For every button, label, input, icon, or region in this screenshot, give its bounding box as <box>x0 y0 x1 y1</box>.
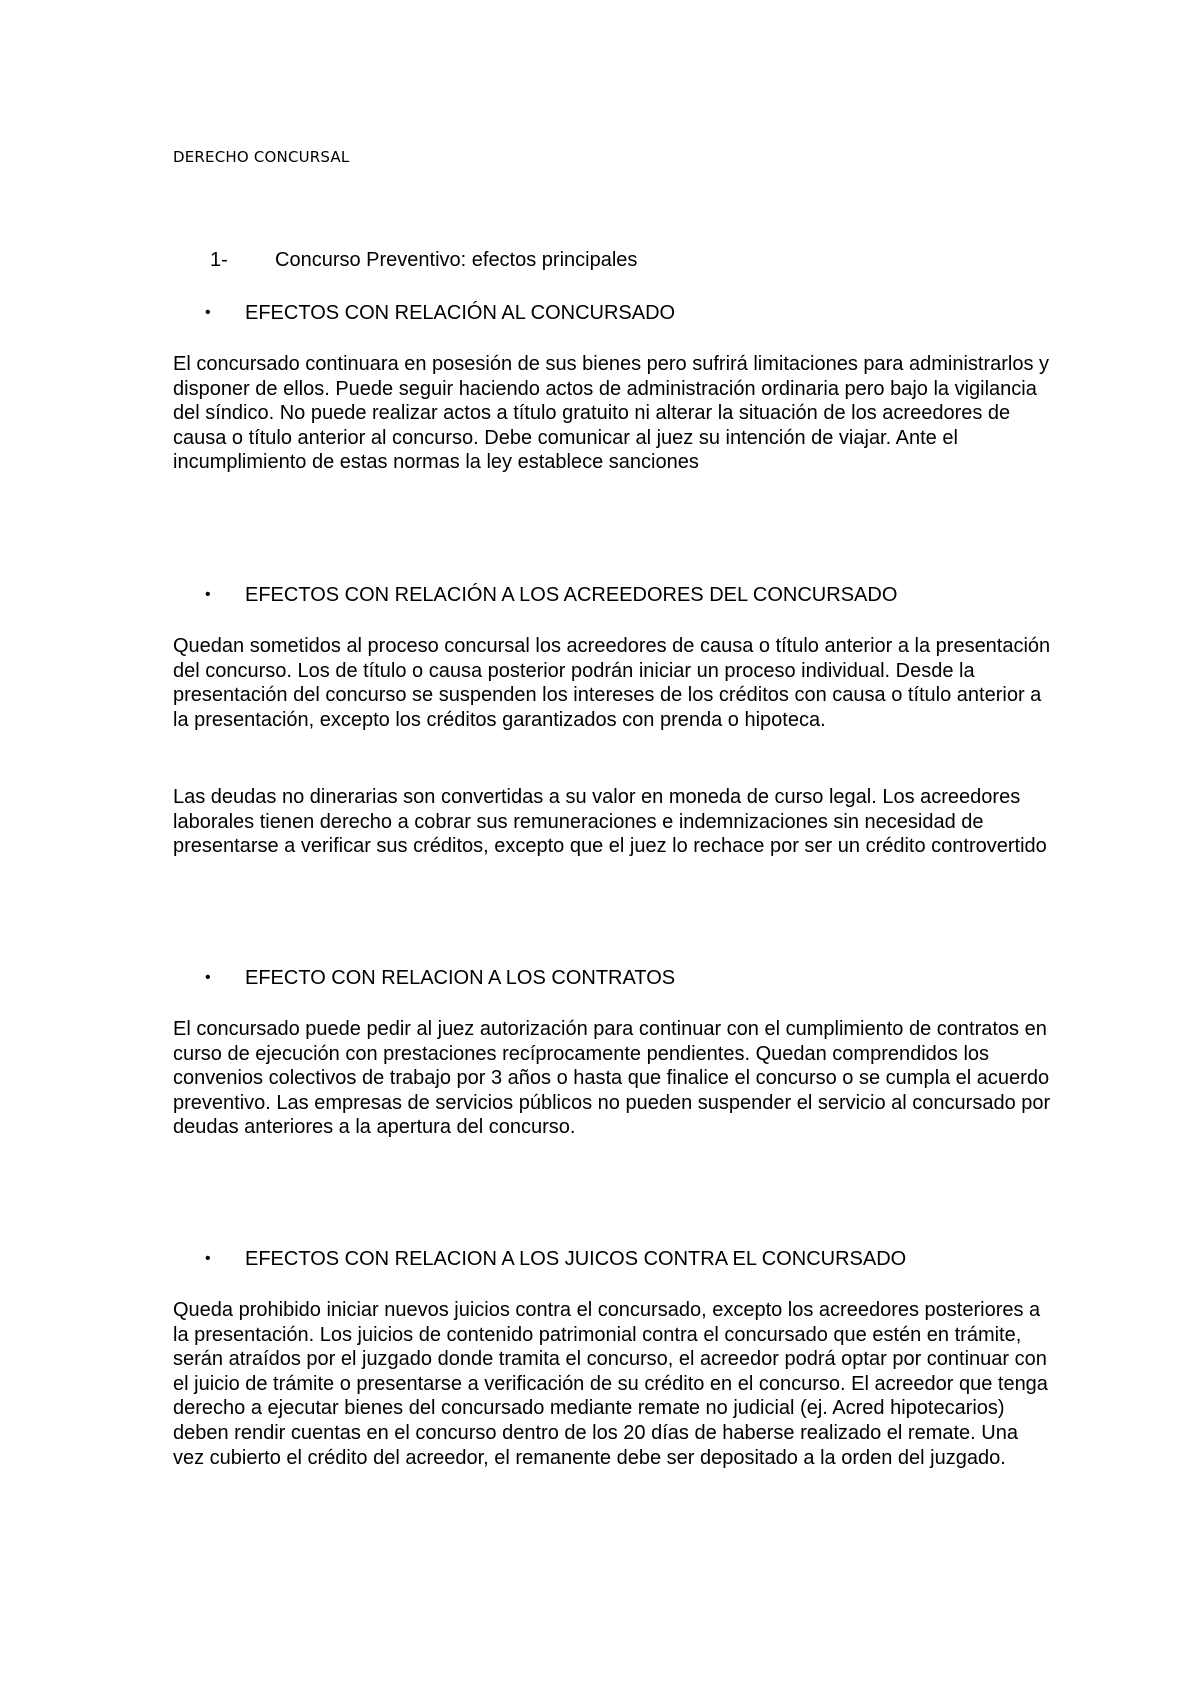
bullet-icon: • <box>205 586 211 603</box>
section-heading-text: EFECTOS CON RELACIÓN AL CONCURSADO <box>245 302 676 324</box>
bullet-icon: • <box>205 1250 211 1267</box>
section-heading-contratos <box>205 966 675 990</box>
section-paragraph: Quedan sometidos al proceso concursal los acreedores de causa o título anterior a la presentación del concurso. Los de título o causa posterior podrán iniciar un proceso individual. Desde la presentación del concurso se suspenden los intereses de los créditos con causa o título anterior a la presentación, excepto los créditos garantizados con prenda o hipoteca. <box>173 635 1051 731</box>
section-paragraph: El concursado puede pedir al juez autorización para continuar con el cumplimiento de contratos en curso de ejecución con prestaciones recíprocamente pendientes. Quedan comprendidos los convenios colectivos de trabajo por 3 años o hasta que finalice el concurso o se cumpla el acuerdo preventivo. Las empresas de servicios públicos no pueden suspender el servicio al concursado por deudas anteriores a la apertura del concurso. <box>173 1018 1051 1139</box>
bullet-icon: • <box>205 969 211 986</box>
numbered-item-1 <box>210 248 637 272</box>
bullet-icon: • <box>205 304 211 321</box>
section-heading-text: EFECTOS CON RELACION A LOS JUICOS CONTRA EL CONCURSADO <box>245 1248 907 1270</box>
section-heading-juicios <box>205 1247 906 1271</box>
document-title: DERECHO CONCURSAL <box>173 148 350 166</box>
section-paragraph: Queda prohibido iniciar nuevos juicios contra el concursado, excepto los acreedores posteriores a la presentación. Los juicios de contenido patrimonial contra el concursado que estén en trámite, serán atraídos por el juzgado donde tramita el concurso, el acreedor podrá optar por continuar con el juicio de trámite o presentarse a verificación de su crédito en el concurso. El acreedor que tenga derecho a ejecutar bienes del concursado mediante remate no judicial (ej. Acred hipotecarios) deben rendir cuentas en el concurso dentro de los 20 días de haberse realizado el remate. Una vez cubierto el crédito del acreedor, el remanente debe ser depositado a la orden del juzgado. <box>173 1299 1048 1469</box>
section-heading-concursado <box>205 301 675 325</box>
section-heading-text: EFECTO CON RELACION A LOS CONTRATOS <box>245 967 676 989</box>
item-text: Concurso Preventivo: efectos principales <box>275 249 638 271</box>
section-paragraph: El concursado continuara en posesión de sus bienes pero sufrirá limitaciones para administrarlos y disponer de ellos. Puede seguir haciendo actos de administración ordinaria pero bajo la vigilancia del síndico. No puede realizar actos a título gratuito ni alterar la situación de los acreedores de causa o título anterior al concurso. Debe comunicar al juez su intención de viajar. Ante el incumplimiento de estas normas la ley establece sanciones <box>173 353 1050 474</box>
item-number: 1- <box>210 249 228 271</box>
section-paragraph: Las deudas no dinerarias son convertidas a su valor en moneda de curso legal. Los acreedores laborales tienen derecho a cobrar sus remuneraciones e indemnizaciones sin necesidad de presentarse a verificar sus créditos, excepto que el juez lo rechace por ser un crédito controvertido <box>173 786 1047 858</box>
section-heading-text: EFECTOS CON RELACIÓN A LOS ACREEDORES DEL CONCURSADO <box>245 584 898 606</box>
section-heading-acreedores <box>205 583 897 607</box>
